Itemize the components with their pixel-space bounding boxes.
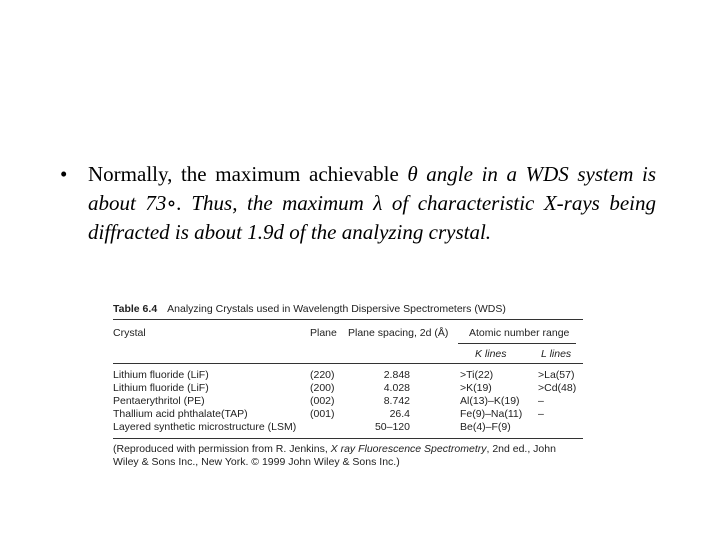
cell-k-lines: Be(4)–F(9) bbox=[460, 421, 511, 433]
footnote-suffix: , 2nd ed., John Wiley & Sons Inc., New York. © 1999 John Wiley & Sons Inc.) bbox=[113, 443, 556, 468]
cell-spacing: 26.4 bbox=[389, 408, 410, 420]
cell-l-lines: – bbox=[538, 408, 544, 420]
header-k-lines: K lines bbox=[475, 348, 507, 360]
cell-crystal: Layered synthetic microstructure (LSM) bbox=[113, 421, 297, 433]
table-header-row bbox=[113, 325, 583, 341]
cell-crystal: Thallium acid phthalate(TAP) bbox=[113, 408, 248, 420]
cell-spacing: 50–120 bbox=[374, 421, 410, 433]
bullet-text bbox=[88, 160, 656, 247]
table-header-rule bbox=[113, 363, 583, 364]
bullet-point bbox=[60, 160, 656, 247]
cell-k-lines: >K(19) bbox=[460, 382, 492, 394]
atomic-range-rule bbox=[458, 343, 576, 344]
header-spacing: Plane spacing, 2d (Å) bbox=[348, 327, 449, 339]
bullet-dot: • bbox=[60, 162, 68, 186]
table-row bbox=[113, 395, 583, 408]
cell-k-lines: Al(13)–K(19) bbox=[460, 395, 520, 407]
header-plane: Plane bbox=[310, 327, 337, 339]
cell-l-lines: >Cd(48) bbox=[538, 382, 577, 394]
table-title: Analyzing Crystals used in Wavelength Dispersive Spectrometers (WDS) bbox=[167, 303, 506, 315]
table-bottom-rule bbox=[113, 438, 583, 439]
table-footnote bbox=[113, 443, 583, 468]
bullet-text-upright: Normally, the maximum achievable bbox=[88, 162, 408, 186]
bullet-text-italic: θ angle in a WDS system is about 73∘. Thus, the maximum λ of characteristic X-rays being diffracted is about 1.9d of the analyzing crystal. bbox=[88, 162, 656, 244]
cell-crystal: Lithium fluoride (LiF) bbox=[113, 369, 209, 381]
cell-plane: (001) bbox=[310, 408, 335, 420]
table-row bbox=[113, 369, 583, 382]
table-subheader-row bbox=[113, 345, 583, 363]
cell-l-lines: – bbox=[538, 395, 544, 407]
cell-k-lines: >Ti(22) bbox=[460, 369, 494, 381]
table-row bbox=[113, 421, 583, 434]
table-row bbox=[113, 382, 583, 395]
table-top-rule bbox=[113, 319, 583, 320]
footnote-prefix: (Reproduced with permission from R. Jenkins, bbox=[113, 443, 331, 455]
table-number: Table 6.4 bbox=[113, 303, 158, 315]
header-atomic-range: Atomic number range bbox=[469, 327, 570, 339]
table-caption bbox=[113, 303, 583, 315]
cell-l-lines: >La(57) bbox=[538, 369, 575, 381]
header-crystal: Crystal bbox=[113, 327, 146, 339]
cell-crystal: Pentaerythritol (PE) bbox=[113, 395, 205, 407]
cell-crystal: Lithium fluoride (LiF) bbox=[113, 382, 209, 394]
footnote-book-title: X ray Fluorescence Spectrometry bbox=[330, 443, 487, 455]
cell-spacing: 8.742 bbox=[383, 395, 410, 407]
cell-plane: (220) bbox=[310, 369, 335, 381]
crystal-table bbox=[113, 303, 583, 468]
cell-spacing: 4.028 bbox=[383, 382, 410, 394]
cell-spacing: 2.848 bbox=[383, 369, 410, 381]
cell-plane: (002) bbox=[310, 395, 335, 407]
table-row bbox=[113, 408, 583, 421]
header-l-lines: L lines bbox=[541, 348, 572, 360]
cell-k-lines: Fe(9)–Na(11) bbox=[460, 408, 523, 420]
cell-plane: (200) bbox=[310, 382, 335, 394]
